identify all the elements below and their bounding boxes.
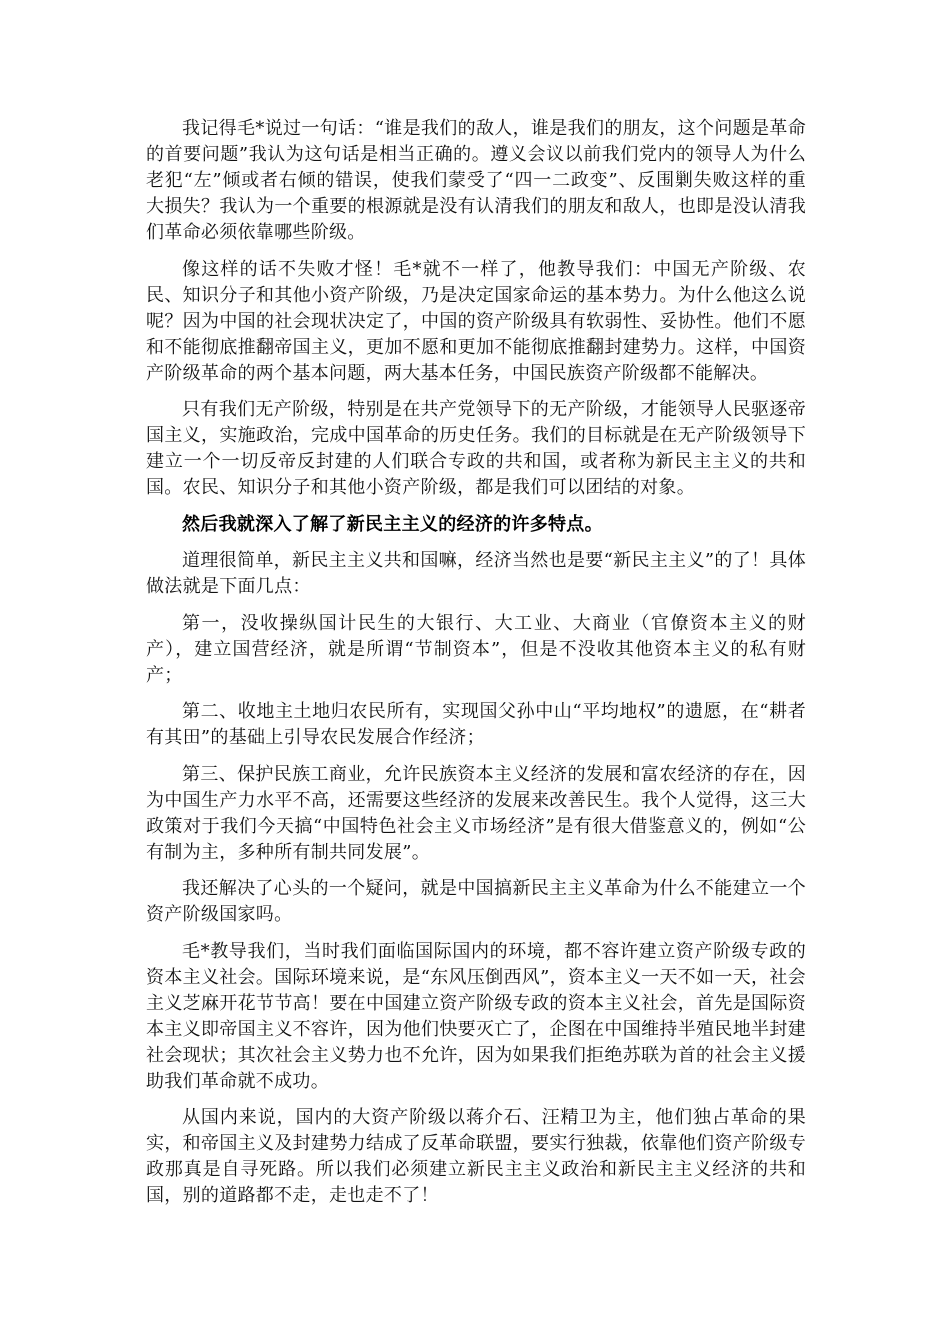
paragraph-point-one: 第一，没收操纵国计民生的大银行、大工业、大商业（官僚资本主义的财产），建立国营经济，就是所谓“节制资本”，但是不没收其他资本主义的私有财产； bbox=[146, 612, 806, 686]
paragraph-basic-forces: 像这样的话不失败才怪！毛*就不一样了，他教导我们：中国无产阶级、农民、知识分子和其他小资产阶级，乃是决定国家命运的基本势力。为什么他这么说呢？因为中国的社会现状决定了，中国的资产阶级具有软弱性、妥协性。他们不愿和不能彻底推翻帝国主义，更加不愿和更加不能彻底推翻封建势力。这样，中国资产阶级革命的两个基本问题，两大基本任务，中国民族资产阶级都不能解决。 bbox=[146, 258, 806, 384]
paragraph-point-three: 第三、保护民族工商业，允许民族资本主义经济的发展和富农经济的存在，因为中国生产力水平不高，还需要这些经济的发展来改善民生。我个人觉得，这三大政策对于我们今天搞“中国特色社会主义市场经济”是有很大借鉴意义的，例如“公有制为主，多种所有制共同发展”。 bbox=[146, 763, 806, 863]
paragraph-point-two: 第二、收地主土地归农民所有，实现国父孙中山“平均地权”的遗愿，在“耕者有其田”的基础上引导农民发展合作经济； bbox=[146, 701, 806, 748]
paragraph-proletariat-leadership: 只有我们无产阶级，特别是在共产党领导下的无产阶级，才能领导人民驱逐帝国主义，实施政治，完成中国革命的历史任务。我们的目标就是在无产阶级领导下建立一个一切反帝反封建的人们联合专政的共和国，或者称为新民主主义的共和国。农民、知识分子和其他小资产阶级，都是我们可以团结的对象。 bbox=[146, 399, 806, 498]
paragraph-economy-intro: 道理很简单，新民主主义共和国嘛，经济当然也是要“新民主主义”的了！具体做法就是下面几点： bbox=[146, 550, 806, 597]
paragraph-question: 我还解决了心头的一个疑问，就是中国搞新民主主义革命为什么不能建立一个资产阶级国家吗。 bbox=[146, 878, 806, 925]
document-page bbox=[146, 116, 806, 1220]
paragraph-domestic: 从国内来说，国内的大资产阶级以蒋介石、汪精卫为主，他们独占革命的果实，和帝国主义及封建势力结成了反革命联盟，要实行独裁，依靠他们资产阶级专政那真是自寻死路。所以我们必须建立新民主主义政治和新民主主义经济的共和国，别的道路都不走，走也走不了！ bbox=[146, 1107, 806, 1206]
paragraph-economy-heading: 然后我就深入了解了新民主主义的经济的许多特点。 bbox=[182, 513, 603, 535]
paragraph-enemies-friends: 我记得毛*说过一句话：“谁是我们的敌人，谁是我们的朋友，这个问题是革命的首要问题”我认为这句话是相当正确的。遵义会议以前我们党内的领导人为什么老犯“左”倾或者右倾的错误，使我们蒙受了“四一二政变”、反围剿失败这样的重大损失？我认为一个重要的根源就是没有认清我们的朋友和敌人，也即是没认清我们革命必须依靠哪些阶级。 bbox=[146, 118, 806, 243]
paragraph-international: 毛*教导我们，当时我们面临国际国内的环境，都不容许建立资产阶级专政的资本主义社会。国际环境来说，是“东风压倒西风”，资本主义一天不如一天，社会主义芝麻开花节节高！要在中国建立资产阶级专政的资本主义社会，首先是国际资本主义即帝国主义不容许，因为他们快要灭亡了，企图在中国维持半殖民地半封建社会现状；其次社会主义势力也不允许，因为如果我们拒绝苏联为首的社会主义援助我们革命就不成功。 bbox=[146, 940, 806, 1092]
